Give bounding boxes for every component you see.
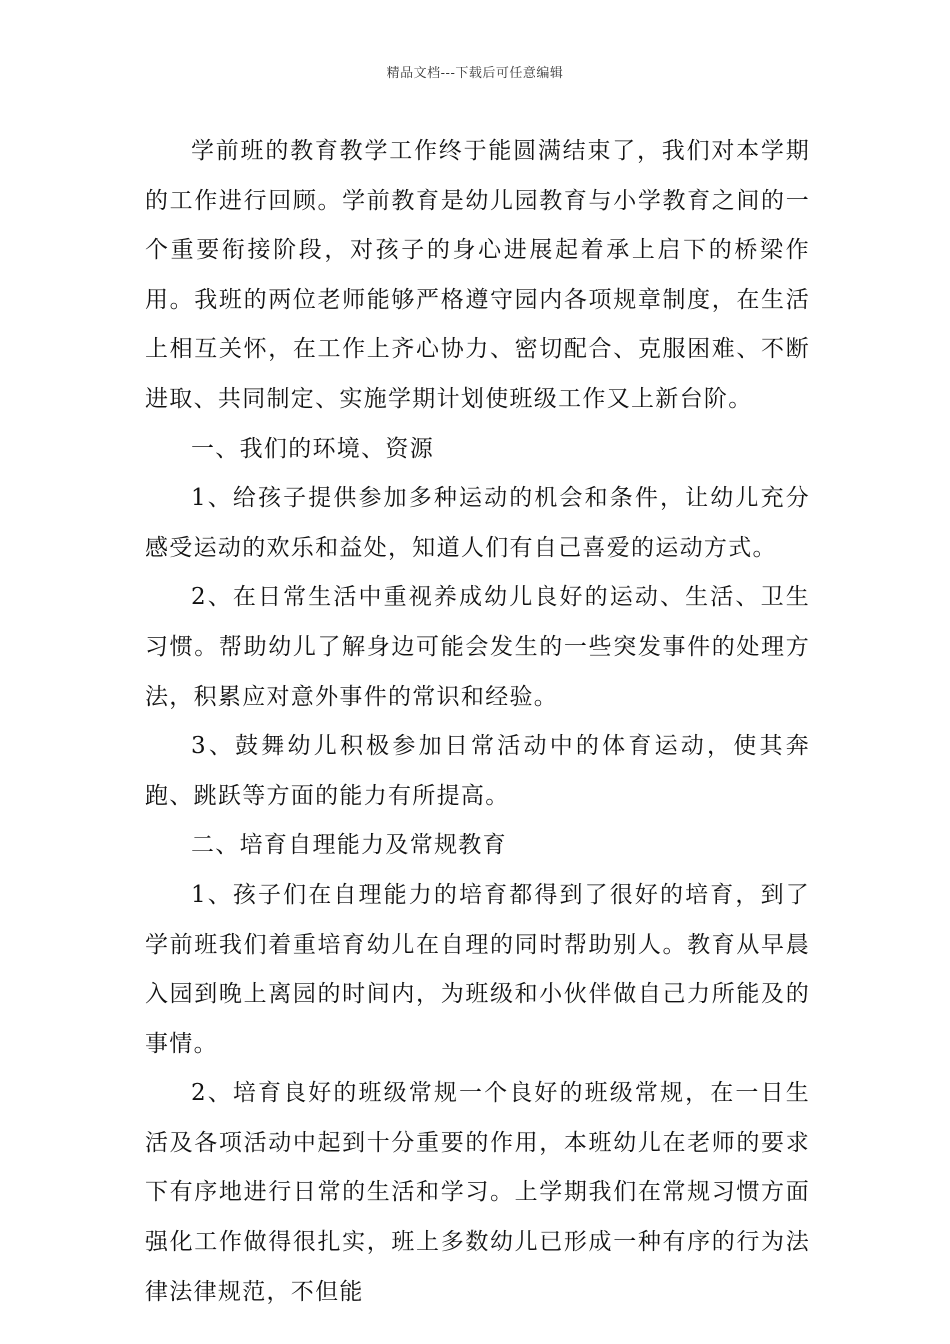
paragraph-item: 1、孩子们在自理能力的培育都得到了很好的培育，到了学前班我们着重培育幼儿在自理的同时帮助别人。教育从早晨入园到晚上离园的时间内，为班级和小伙伴做自己力所能及的事情。 <box>145 881 810 1057</box>
paragraph-intro: 学前班的教育教学工作终于能圆满结束了，我们对本学期的工作进行回顾。学前教育是幼儿园教育与小学教育之间的一个重要衔接阶段，对孩子的身心进展起着承上启下的桥梁作用。我班的两位老师能够严格遵守园内各项规章制度，在生活上相互关怀，在工作上齐心协力、密切配合、克服困难、不断进取、共同制定、实施学期计划使班级工作又上新台阶。 <box>145 138 810 412</box>
paragraph-item: 2、在日常生活中重视养成幼儿良好的运动、生活、卫生习惯。帮助幼儿了解身边可能会发生的一些突发事件的处理方法，积累应对意外事件的常识和经验。 <box>145 584 810 710</box>
paragraph-item: 3、鼓舞幼儿积极参加日常活动中的体育运动，使其奔跑、跳跃等方面的能力有所提高。 <box>145 733 810 809</box>
document-body <box>145 127 810 1317</box>
section-heading-environment: 一、我们的环境、资源 <box>191 435 434 462</box>
paragraph-item: 2、培育良好的班级常规一个良好的班级常规，在一日生活及各项活动中起到十分重要的作用，本班幼儿在老师的要求下有序地进行日常的生活和学习。上学期我们在常规习惯方面强化工作做得很扎实，班上多数幼儿已形成一种有序的行为法律法律规范，不但能 <box>145 1080 810 1305</box>
paragraph-item: 1、给孩子提供参加多种运动的机会和条件，让幼儿充分感受运动的欢乐和益处，知道人们有自己喜爱的运动方式。 <box>145 485 810 561</box>
section-heading-self-care: 二、培育自理能力及常规教育 <box>191 832 507 859</box>
page-header: 精品文档---下载后可任意编辑 <box>386 66 564 81</box>
